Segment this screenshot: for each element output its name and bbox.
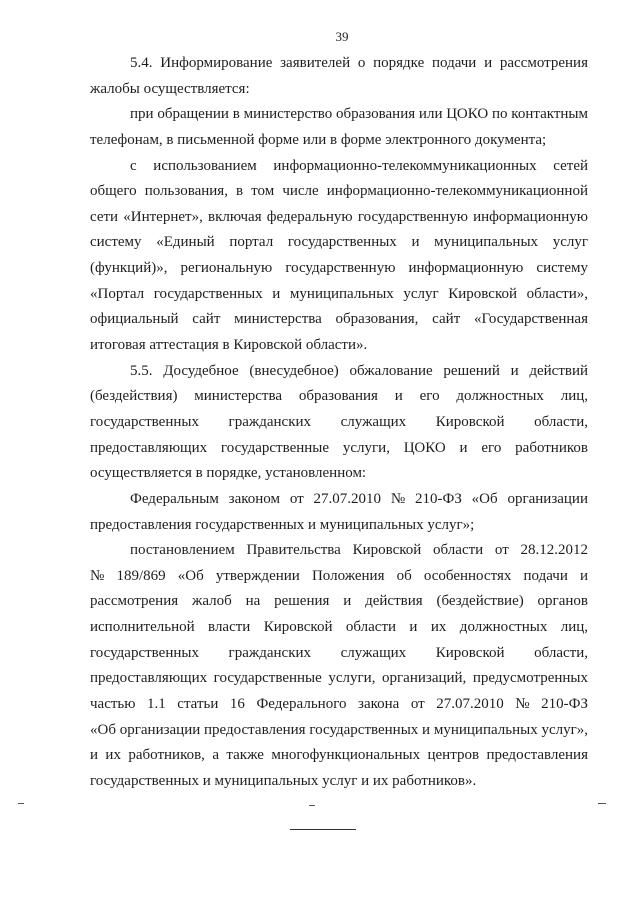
paragraph-federal-law xyxy=(90,487,588,538)
text-line: итоговая аттестация в Кировской области». xyxy=(90,337,368,354)
text-line: и их работников, а также многофункциональных центров предоставления xyxy=(90,747,588,764)
scan-mark xyxy=(309,805,315,806)
text-line: предоставляющих государственные услуги, ЦОКО и его работников xyxy=(90,439,588,456)
paragraph-5-4 xyxy=(90,51,588,102)
text-line: предоставления государственных и муниципальных услуг»; xyxy=(90,516,475,533)
text-line: государственных и муниципальных услуг и их работников». xyxy=(90,772,477,789)
text-line: «Об организации предоставления государственных и муниципальных услуг», xyxy=(90,721,589,738)
text-line: государственных гражданских служащих Кировской области, xyxy=(90,413,588,430)
text-line: телефонам, в письменной форме или в форме электронного документа; xyxy=(90,131,547,148)
text-line: № 189/869 «Об утверждении Положения об особенностях подачи и xyxy=(90,567,589,584)
footer-rule xyxy=(290,829,356,830)
text-line: исполнительной власти Кировской области и их должностных лиц, xyxy=(90,619,589,636)
text-line: жалобы осуществляется: xyxy=(90,80,250,97)
paragraph-internet-networks xyxy=(90,154,588,359)
text-line: систему «Единый портал государственных и муниципальных услуг xyxy=(90,234,588,251)
text-line: частью 1.1 статьи 16 Федерального закона от 27.07.2010 № 210-ФЗ xyxy=(90,696,589,713)
text-line: «Портал государственных и муниципальных услуг Кировской области», xyxy=(90,285,589,302)
text-line: (бездействия) министерства образования и его должностных лиц, xyxy=(90,388,589,405)
text-line: Федеральным законом от 27.07.2010 № 210-ФЗ «Об организации xyxy=(130,490,588,507)
text-line: сети «Интернет», включая федеральную государственную информационную xyxy=(90,208,588,225)
paragraph-5-5 xyxy=(90,359,588,487)
scan-mark xyxy=(598,803,606,804)
text-line: предоставляющих государственные услуги, организаций, предусмотренных xyxy=(90,670,588,687)
text-line: постановлением Правительства Кировской области от 28.12.2012 xyxy=(130,542,588,559)
text-line: осуществляется в порядке, установленном: xyxy=(90,465,367,482)
document-body xyxy=(90,51,588,795)
text-line: 5.4. Информирование заявителей о порядке подачи и рассмотрения xyxy=(130,55,588,71)
text-line: официальный сайт министерства образования, сайт «Государственная xyxy=(90,311,588,328)
text-line: при обращении в министерство образования или ЦОКО по контактным xyxy=(130,106,588,123)
text-line: государственных гражданских служащих Кировской области, xyxy=(90,644,588,661)
scan-mark xyxy=(18,803,24,804)
text-line: общего пользования, в том числе информационно-телекоммуникационной xyxy=(90,183,588,200)
page-number: 39 xyxy=(335,29,349,44)
text-line: рассмотрения жалоб на решения и действия (бездействие) органов xyxy=(90,593,588,610)
text-line: (функций)», региональную государственную информационную систему xyxy=(90,260,588,277)
text-line: с использованием информационно-телекоммуникационных сетей xyxy=(130,157,589,174)
text-line: 5.5. Досудебное (внесудебное) обжалование решений и действий xyxy=(130,362,589,379)
paragraph-government-resolution xyxy=(90,538,588,794)
paragraph-contact-phones xyxy=(90,102,588,153)
